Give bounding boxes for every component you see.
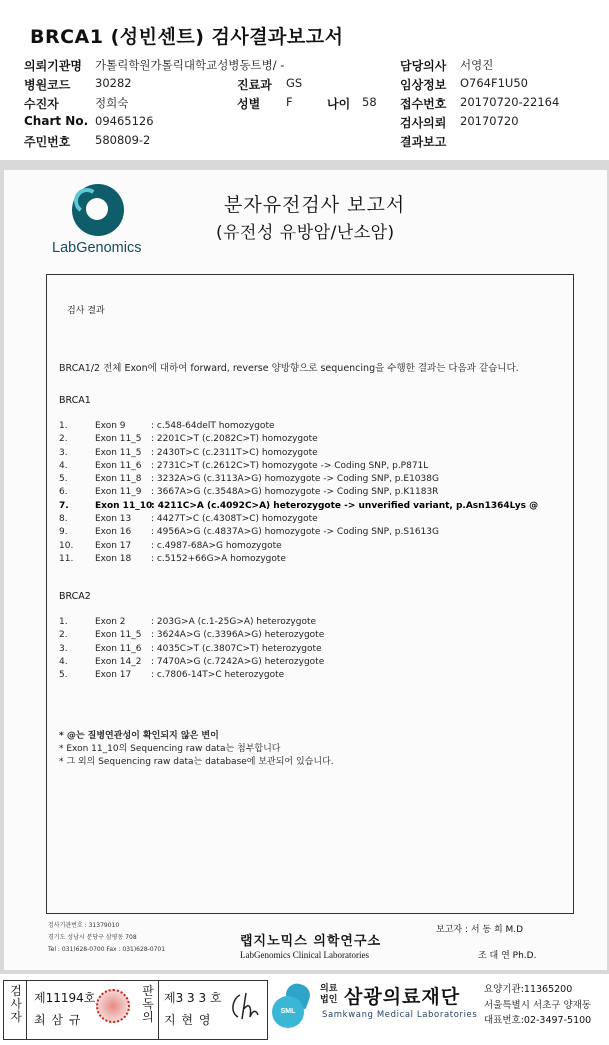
variant-exon: Exon 17: [95, 540, 132, 551]
variant-exon: Exon 18: [95, 553, 132, 564]
reader-license: 제3 3 3 호: [164, 991, 222, 1005]
variant-exon: Exon 2: [95, 617, 126, 627]
variant-desc: : 4956A>G (c.4837A>G) homozygote -> Coding SNP, p.S1613G: [151, 527, 439, 538]
corp-name-english: Samkwang Medical Laboratories: [322, 1010, 478, 1020]
variant-exon: Exon 11_5: [95, 447, 142, 458]
variant-desc: : 2430T>C (c.2311T>C) homozygote: [151, 447, 318, 458]
receipt-value: 20170720-22164: [460, 95, 560, 109]
resident-label: 주민번호: [24, 135, 71, 149]
lab-info: [48, 920, 165, 956]
lab-info-line: 경기도 성남시 분당구 삼평동 708: [48, 934, 137, 941]
logo-text: LabGenomics: [52, 240, 142, 256]
receipt-label: 접수번호: [400, 97, 447, 111]
variant-num: 9.: [59, 527, 68, 538]
corp-info-line: 대표번호:02-3497-5100: [484, 1015, 592, 1026]
clinical-label: 임상정보: [400, 78, 447, 92]
variant-desc: : 3624A>G (c.3396A>G) heterozygote: [151, 630, 325, 641]
variant-num: 4.: [59, 656, 68, 667]
variant-desc: : 3667A>G (c.3548A>G) homozygote -> Coding SNP, p.K1183R: [151, 487, 439, 498]
doctor-value: 서영진: [460, 58, 494, 72]
variant-exon: Exon 11_8: [95, 474, 142, 485]
variant-exon: Exon 9: [95, 421, 126, 431]
patient-value: 정희숙: [95, 96, 129, 110]
chart-value: 09465126: [95, 114, 154, 128]
variant-num: 7.: [59, 500, 69, 511]
variant-desc: : 4035C>T (c.3807C>T) heterozygote: [151, 643, 322, 654]
variant-num: 1.: [59, 617, 68, 627]
variant-exon: Exon 11_5: [95, 434, 142, 445]
variant-desc: : 203G>A (c.1-25G>A) heterozygote: [151, 617, 317, 627]
hospital-code-value: 30282: [95, 76, 132, 90]
header-row-5: [0, 133, 609, 151]
corp-info-line: 서울특별시 서초구 양재동: [484, 999, 591, 1011]
variant-desc: : 2201C>T (c.2082C>T) homozygote: [151, 434, 318, 445]
brca1-title: BRCA1: [59, 395, 91, 406]
header-row-1: [0, 57, 609, 75]
footer: [0, 980, 609, 1045]
variant-num: 11.: [59, 553, 74, 564]
intro-text: BRCA1/2 전체 Exon에 대하여 forward, reverse 양방향으로 sequencing을 수행한 결과는 다음과 같습니다.: [59, 363, 519, 374]
variant-exon: Exon 11_6: [95, 643, 142, 654]
variant-num: 3.: [59, 447, 68, 458]
report-date-label: 결과보고: [400, 135, 447, 149]
variant-desc: : 4427T>C (c.4308T>C) homozygote: [151, 514, 318, 525]
lab-name-english: LabGenomics Clinical Laboratories: [240, 950, 369, 960]
sml-logo-text: SML: [272, 996, 304, 1028]
note-item: * 그 외의 Sequencing raw data는 database에 보관되어 있습니다.: [59, 757, 334, 767]
reader-label: 판 독 의: [142, 984, 154, 1024]
examiner-name: 최 삼 규: [34, 1013, 82, 1027]
variant-desc: : c.548-64delT homozygote: [151, 421, 275, 431]
variant-num: 8.: [59, 514, 68, 525]
sex-value: F: [286, 95, 293, 109]
variant-exon: Exon 13: [95, 514, 132, 525]
header-row-2: [0, 76, 609, 94]
corp-type: 의료 법인: [320, 984, 338, 1005]
variant-exon: Exon 11_10: [95, 500, 153, 511]
chart-label: Chart No.: [24, 114, 89, 128]
department-label: 진료과: [237, 78, 272, 92]
variant-num: 4.: [59, 460, 68, 471]
age-label: 나이: [327, 97, 351, 111]
reporter: 보고자 : 서 동 희 M.D: [436, 925, 524, 935]
examiner-license: 제11194호: [34, 991, 96, 1005]
divider: [158, 981, 159, 1039]
sml-logo: [272, 984, 316, 1030]
variant-num: 6.: [59, 487, 68, 498]
variant-num: 10.: [59, 540, 74, 551]
note-item: * Exon 11_10의 Sequencing raw data는 첨부합니다: [59, 744, 281, 754]
lab-info-line: Tel : 031)628-0700 Fax : 031)628-0701: [48, 946, 166, 953]
corp-name: 삼광의료재단: [344, 986, 461, 1008]
resident-value: 580809-2: [95, 133, 151, 147]
variant-exon: Exon 16: [95, 527, 132, 538]
variant-desc: : c.5152+66G>A homozygote: [151, 553, 286, 564]
variant-exon: Exon 14_2: [95, 656, 142, 667]
variant-num: 1.: [59, 421, 68, 431]
variant-desc: : c.7806-14T>C heterozygote: [151, 670, 285, 681]
variant-desc: : 4211C>A (c.4092C>A) heterozygote -> unverified variant, p.Asn1364Lys @: [151, 500, 539, 511]
variant-exon: Exon 17: [95, 670, 132, 681]
department-value: GS: [286, 76, 303, 90]
institution-label: 의뢰기관명: [24, 59, 82, 73]
report-title: BRCA1 (성빈센트) 검사결과보고서: [30, 26, 344, 48]
age-value: 58: [362, 95, 377, 109]
doctor-label: 담당의사: [400, 59, 447, 73]
variant-desc: : 2731C>T (c.2612C>T) homozygote -> Coding SNP, p.P871L: [151, 460, 429, 471]
variant-num: 3.: [59, 643, 68, 654]
result-box: [46, 274, 574, 914]
report-heading: 분자유전검사 보고서: [224, 194, 406, 216]
seal-stamp-icon: [96, 989, 130, 1023]
institution-value: 가톨릭학원가톨릭대학교성병동트병/ -: [95, 58, 285, 72]
request-value: 20170720: [460, 114, 519, 128]
clinical-value: O764F1U50: [460, 76, 528, 90]
variant-num: 5.: [59, 670, 68, 681]
header-row-3: [0, 95, 609, 113]
lab-name-korean: 랩지노믹스 의학연구소: [240, 934, 382, 949]
divider: [26, 981, 27, 1039]
corp-info: [484, 982, 591, 1029]
variant-exon: Exon 11_6: [95, 460, 142, 471]
director: 조 대 연 Ph.D.: [478, 951, 537, 961]
hospital-code-label: 병원코드: [24, 78, 71, 92]
corp-info-line: 요양기관:11365200: [484, 984, 573, 995]
variant-num: 5.: [59, 474, 68, 485]
sex-label: 성별: [237, 97, 261, 111]
header-row-4: [0, 114, 609, 132]
signature-box: [3, 980, 268, 1040]
variant-num: 2.: [59, 630, 68, 641]
request-label: 검사의뢰: [400, 116, 447, 130]
scanned-report: [4, 170, 607, 970]
lab-info-line: 검사기관번호 : 31379010: [48, 922, 120, 929]
brca2-title: BRCA2: [59, 591, 91, 602]
report-subheading: (유전성 유방암/난소암): [216, 223, 395, 243]
notes: [59, 730, 334, 769]
variant-desc: : 3232A>G (c.3113A>G) homozygote -> Coding SNP, p.E1038G: [151, 474, 439, 485]
labgenomics-logo: [52, 184, 152, 254]
examiner-label: 검 사 자: [10, 984, 22, 1024]
variant-desc: : 7470A>G (c.7242A>G) heterozygote: [151, 656, 325, 667]
signature-icon: [226, 989, 260, 1023]
variant-exon: Exon 11_9: [95, 487, 142, 498]
reader-name: 지 현 영: [164, 1013, 212, 1027]
variant-desc: : c.4987-68A>G homozygote: [151, 540, 282, 551]
variant-exon: Exon 11_5: [95, 630, 142, 641]
variant-num: 2.: [59, 434, 68, 445]
note-item: * @는 질병연관성이 확인되지 않은 변이: [59, 731, 219, 741]
section-title: 검사 결과: [67, 306, 105, 316]
patient-label: 수진자: [24, 97, 59, 111]
